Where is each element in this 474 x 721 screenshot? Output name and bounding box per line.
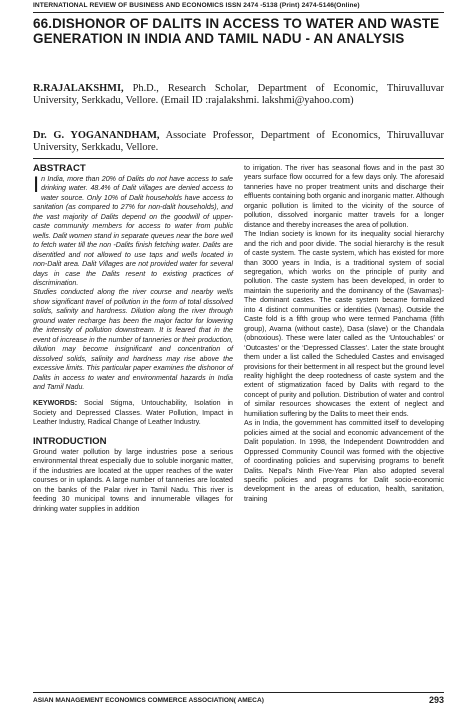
body-paragraph-3: As in India, the government has committed itself to developing policies aimed at the social and economic advancement of the Dalit population. In 1998, the Independent Downtrodden and Oppressed Community Council was formed with the objective of coordinating policies and supervising programs to benefit Dalits. Nepal’s Ninth Five-Year Plan also adopted several specific policies and programs for Dalit socio-economic development in the areas of education, health, sanitation, training [244,419,444,503]
abstract-paragraph [33,172,233,288]
page-number: 293 [428,695,444,705]
abstract-paragraph-2: Studies conducted along the river course and nearby wells show significant travel of pollution in the form of total dissolved solids, salinity and hardness. Dilution along the river through ground water recharge has been the major factor for lowering the intensity of pollution downstream. It is feared that in the event of increase in the number of tanneries or their production, dilution may become insignificant and concentration of dissolved solids, salinity and hardness may rise above the excessive limits. This particular paper examines the dishonor of Dalits in access to water and environmental hazards in India and Tamil Nadu. [33,288,233,391]
keywords-label: KEYWORDS: [33,399,78,408]
abstract-body [33,172,233,392]
author-2 [33,130,444,155]
spacer [33,392,233,399]
journal-header: INTERNATIONAL REVIEW OF BUSINESS AND ECONOMICS ISSN 2474 -5138 (Print) 2474-5146(Online) [33,2,360,9]
keywords-text: Social Stigma, Untouchability, Isolation in Society and Depressed Classes. Water Pollution, Impact in Leather Industry, Radical Change of Leather Industry. [33,399,233,427]
introduction-paragraph-1: Ground water pollution by large industries pose a serious environmental threat especially due to soluble inorganic matter, if the industries are located at the upper reaches of the water courses or in uplands. A large number of tanneries are located on the banks of the Palar river in Tamil Nadu. This river is feeding 30 municipal towns and innumerable villages for drinking water supplies in addition [33,447,233,513]
right-column [244,164,444,504]
introduction-heading: INTRODUCTION [33,435,107,447]
author-2-affiliation: Associate Professor, Department of Economics, Thiruvalluvar University, Serkkadu, Vellore. [33,130,444,154]
article-title: 66.DISHONOR OF DALITS IN ACCESS TO WATER AND WASTE GENERATION IN INDIA AND TAMIL NADU - AN ANALYSIS [33,16,440,46]
header-divider [33,12,444,13]
abstract-heading: ABSTRACT [33,163,86,174]
author-1-name: R.RAJALAKSHMI, [33,83,124,94]
body-paragraph-2: The Indian society is known for its inequality social hierarchy and the rich and poor divide. The social hierarchy is the result of caste system. The caste system, which has existed for more than 3000 years in India, is a traditional system of social segregation, which works on the principle of purity and pollution. The caste system has been developed, in order to maintain the superiority and the dominancy of the (Savarnas)-The dominant castes. The caste system became formalized into 4 distinct communities or identities (Varnas). Outside the Caste fold is a fifth group who were termed Panchama (fifth group), Avarna (without caste), Dasa (slave) or the Chandala (obnoxious). These were later called as the ‘Untouchables’ or ‘Outcastes’ or the ‘Depressed Classes’. Later the state brought them under a list called the Scheduled Castes and envisaged provisions for their betterment in all respect but the ground level reality highlight the deep rootedness of caste system and the extent of stigmatization faced by Dalits with regard to the concept of purity and pollution. Distribution of water and control of similar resources showcases the extent of neglect and humiliation suffering by the Dalits to meet their ends. [244,230,444,418]
author-1-affiliation: Ph.D., Research Scholar, Department of Economic, Thiruvalluvar University, Serkkadu, Vellore. (Email ID :rajalakshmi. lakshmi@yahoo.com) [33,83,444,107]
abstract-paragraph-1-text: n India, more than 20% of Dalits do not have access to safe drinking water. 48.4% of Dalit villages are denied access to water source. Only 10% of Dalit households have access to sanitation (as compared to 27% for non-dalit households), and the vast majority of Dalits depend on the goodwill of upper-caste community members for access to water from public wells. Dalit women stand in separate queues near the bore well to fetch water till the non -Dalits finish fetching water. Dalits are disentitled and not allowed to use taps and wells located in non-Dalit area. Dalit Villages are not provided water for several days in case the Dalits resent to existing practices of discrimination. [33,175,233,287]
dropcap: I [33,172,40,197]
keywords [33,399,233,427]
author-divider [33,158,444,159]
footer-journal: ASIAN MANAGEMENT ECONOMICS COMMERCE ASSOCIATION( AMECA) [33,697,264,704]
author-2-name: Dr. G. YOGANANDHAM, [33,130,160,141]
author-1 [33,83,444,108]
left-column [33,164,233,514]
body-paragraph-1: to irrigation. The river has seasonal flows and in the past 30 years surface flow occurred for a few days only. The aforesaid tanneries have no proper treatment units and discharge their effluents containing both organic and inorganic matter. Although organic pollution is limited to the vicinity of the source of pollution, dissolved inorganic matter travels for a longer distance and thereby increases the area of pollution. [244,164,444,229]
footer-divider [33,692,444,693]
